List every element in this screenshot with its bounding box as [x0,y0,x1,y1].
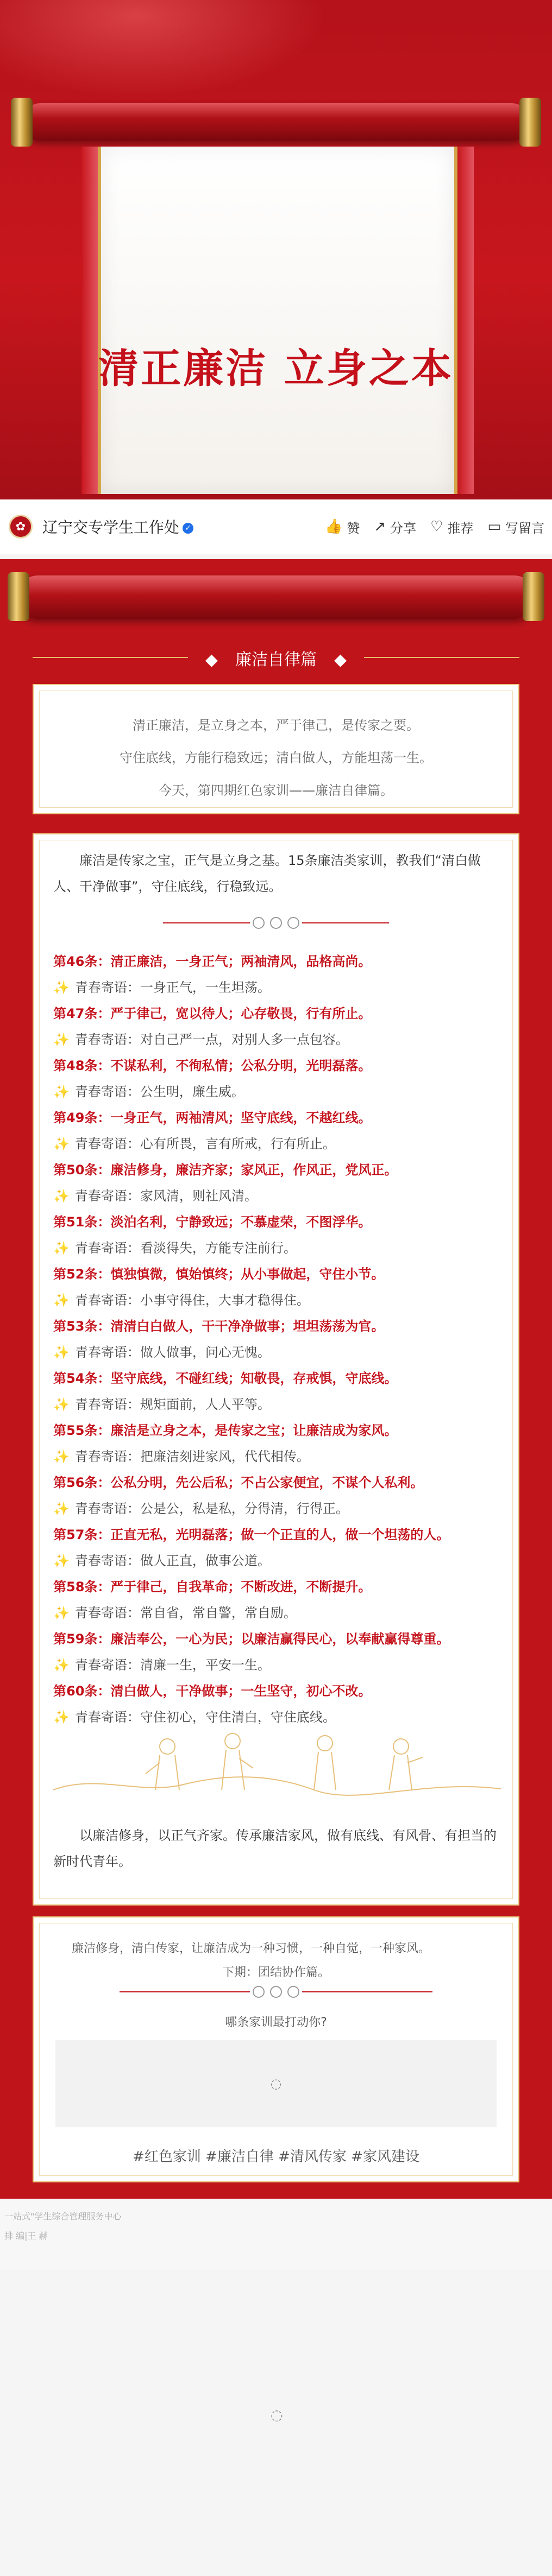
sparkle-icon: ✨ [53,1345,70,1360]
sparkle-icon: ✨ [53,1657,70,1673]
lazy-content-area [0,2269,552,2576]
ornament-divider [34,917,518,929]
rules-card [33,833,519,1906]
rule-item: 第54条：坚守底线，不碰红线；知敬畏，存戒惧，守底线。 [53,1371,398,1386]
scroll-paper [98,147,457,494]
share-label: 分享 [390,520,417,536]
article-body [0,559,552,2199]
youth-message [53,1341,271,1360]
youth-message-text: 青春寄语：家风清，则社风清。 [74,1188,258,1204]
intro-line: 清正廉洁，是立身之本，严于律己，是传家之要。 [133,718,419,733]
heart-icon: ♡ [430,518,443,535]
thumb-up-icon: 👍 [324,518,343,535]
youth-message-text: 青春寄语：清廉一生，平安一生。 [74,1657,271,1673]
figure-illustration [53,1725,501,1801]
rule-item: 第56条：公私分明，先公后私；不占公家便宜，不谋个人私利。 [53,1475,424,1490]
youth-message-text: 青春寄语：规矩面前，人人平等。 [74,1397,271,1412]
hero-banner [0,0,552,499]
sparkle-icon: ✨ [53,1397,70,1412]
rule-item: 第59条：廉洁奉公，一心为民；以廉洁赢得民心，以奉献赢得尊重。 [53,1631,450,1647]
account-logo-icon[interactable]: ✿ [9,515,33,539]
comment-button[interactable] [487,517,544,536]
youth-message [53,1029,349,1048]
roller-cap-left [11,98,33,147]
youth-message [53,1237,297,1256]
youth-message-text: 青春寄语：看淡得失，方能专注前行。 [74,1240,297,1256]
intro-card [33,684,519,814]
account-bar [0,499,552,554]
youth-message-text: 青春寄语：把廉洁刻进家风，代代相传。 [74,1449,310,1464]
recommend-label: 推荐 [447,520,474,536]
rule-item: 第48条：不谋私利，不徇私情；公私分明，光明磊落。 [53,1058,372,1073]
youth-message [53,1185,258,1204]
rule-item: 第60条：清白做人，干净做事；一生坚守，初心不改。 [53,1683,372,1699]
sparkle-icon: ✨ [53,1240,70,1256]
youth-message [53,1498,349,1517]
youth-message [53,1602,297,1621]
rule-item: 第51条：淡泊名利，宁静致远；不慕虚荣，不图浮华。 [53,1214,372,1230]
closing-paragraph: 以廉洁修身，以正气齐家。传承廉洁家风，做有底线、有风骨、有担当的新时代青年。 [53,1828,497,1869]
youth-message [53,1081,244,1100]
share-button[interactable] [374,517,416,536]
rule-item: 第53条：清清白白做人，干干净净做事；坦坦荡荡为官。 [53,1319,385,1334]
youth-message-text: 青春寄语：公是公，私是私，分得清，行得正。 [74,1501,349,1516]
recommend-button[interactable] [430,517,473,536]
rule-item: 第52条：慎独慎微，慎始慎终；从小事做起，守住小节。 [53,1267,385,1282]
action-bar [325,517,544,536]
like-button[interactable] [325,517,360,536]
hero-title: 清正廉洁 立身之本 [98,345,454,392]
sparkle-icon: ✨ [53,1188,70,1204]
like-label: 赞 [347,520,360,536]
rule-item: 第47条：严于律己，宽以待人；心存敬畏，行有所止。 [53,1006,372,1021]
article-roller-cap-right [523,572,544,621]
sparkle-icon: ✨ [53,1710,70,1725]
sparkle-icon: ✨ [53,1293,70,1308]
rule-item: 第57条：正直无私，光明磊落；做一个正直的人，做一个坦荡的人。 [53,1527,450,1542]
youth-message [53,977,271,996]
poll-widget[interactable] [55,2040,497,2127]
rule-item: 第58条：严于律己，自我革命；不断改进，不断提升。 [53,1579,372,1594]
sparkle-icon: ✨ [53,1084,70,1099]
loading-spinner-icon: ◌ [270,2076,282,2091]
outro-card [33,1916,519,2182]
intro-line: 今天，第四期红色家训——廉洁自律篇。 [159,783,393,798]
youth-message-text: 青春寄语：一身正气，一生坦荡。 [74,980,271,995]
footer-org: 一站式"学生综合管理服务中心 [4,2211,122,2221]
diamond-icon: ◆ [197,650,227,669]
youth-message-text: 青春寄语：做人正直，做事公道。 [74,1553,271,1568]
article-footer [0,2199,552,2269]
account-name-text[interactable]: 辽宁交专学生工作处 [42,518,180,536]
sparkle-icon: ✨ [53,1501,70,1516]
sparkle-icon: ✨ [53,1553,70,1568]
loading-spinner-icon: ◌ [271,2407,283,2423]
roller-cap-right [519,98,541,147]
section-title [0,646,552,670]
rule-item: 第55条：廉洁是立身之本，是传家之宝；让廉洁成为家风。 [53,1423,398,1438]
youth-message-text: 青春寄语：做人做事，问心无愧。 [74,1345,271,1360]
sparkle-icon: ✨ [53,1605,70,1621]
comment-label: 写留言 [505,520,544,536]
scroll-edge-right [457,147,474,494]
rule-item: 第46条：清正廉洁，一身正气；两袖清风，品格高尚。 [53,954,372,969]
rule-item: 第50条：廉洁修身，廉洁齐家；家风正，作风正，党风正。 [53,1162,398,1178]
youth-message-text: 青春寄语：心有所畏，言有所戒，行有所止。 [74,1136,336,1151]
youth-message-text: 青春寄语：小事守得住，大事才稳得住。 [74,1293,310,1308]
next-issue-label: 下期： [222,1966,258,1979]
youth-message [53,1550,271,1569]
next-issue [34,1963,518,1980]
share-icon: ↗ [374,518,386,535]
youth-message-text: 青春寄语：公生明，廉生威。 [74,1084,244,1099]
article-roller-cap-left [8,572,29,621]
youth-message [53,1654,271,1673]
sparkle-icon: ✨ [53,1136,70,1151]
ornament-divider [34,1986,518,1998]
sparkle-icon: ✨ [53,1032,70,1047]
outro-text: 廉洁修身，清白传家，让廉洁成为一种习惯，一种自觉，一种家风。 [72,1942,431,1955]
youth-message [53,1446,310,1465]
youth-message [53,1133,336,1152]
youth-message [53,1706,336,1725]
hero-glow [0,0,326,98]
diamond-icon: ◆ [325,650,355,669]
sparkle-icon: ✨ [53,980,70,995]
section-title-text: 廉洁自律篇 [227,650,325,669]
hashtags[interactable]: #红色家训 #廉洁自律 #清风传家 #家风建设 [133,2149,419,2165]
youth-message-text: 青春寄语：守住初心，守住清白，守住底线。 [74,1710,336,1725]
youth-message [53,1289,310,1308]
lead-paragraph: 廉洁是传家之宝，正气是立身之基。15条廉洁类家训，教我们“清白做人、干净做事”，守住底线，行稳致远。 [53,853,481,894]
youth-message-text: 青春寄语：对自己严一点，对别人多一点包容。 [74,1032,349,1047]
scroll-top-roller [22,103,530,141]
scroll-edge-left [81,147,98,494]
poll-question: 哪条家训最打动你? [225,2016,327,2029]
intro-line: 守住底线，方能行稳致远；清白做人，方能坦荡一生。 [120,750,432,765]
verified-icon: ✓ [183,523,193,534]
youth-message-text: 青春寄语：常自省，常自警，常自励。 [74,1605,297,1621]
comment-icon: ▭ [487,518,501,535]
sparkle-icon: ✨ [53,1449,70,1464]
account-name[interactable] [42,516,193,537]
footer-editor: 排 编|王 赫 [4,2231,48,2241]
rule-item: 第49条：一身正气，两袖清风；坚守底线，不越红线。 [53,1110,372,1125]
next-issue-value: 团结协作篇。 [258,1966,330,1979]
youth-message [53,1394,271,1413]
article-roller [16,575,536,619]
